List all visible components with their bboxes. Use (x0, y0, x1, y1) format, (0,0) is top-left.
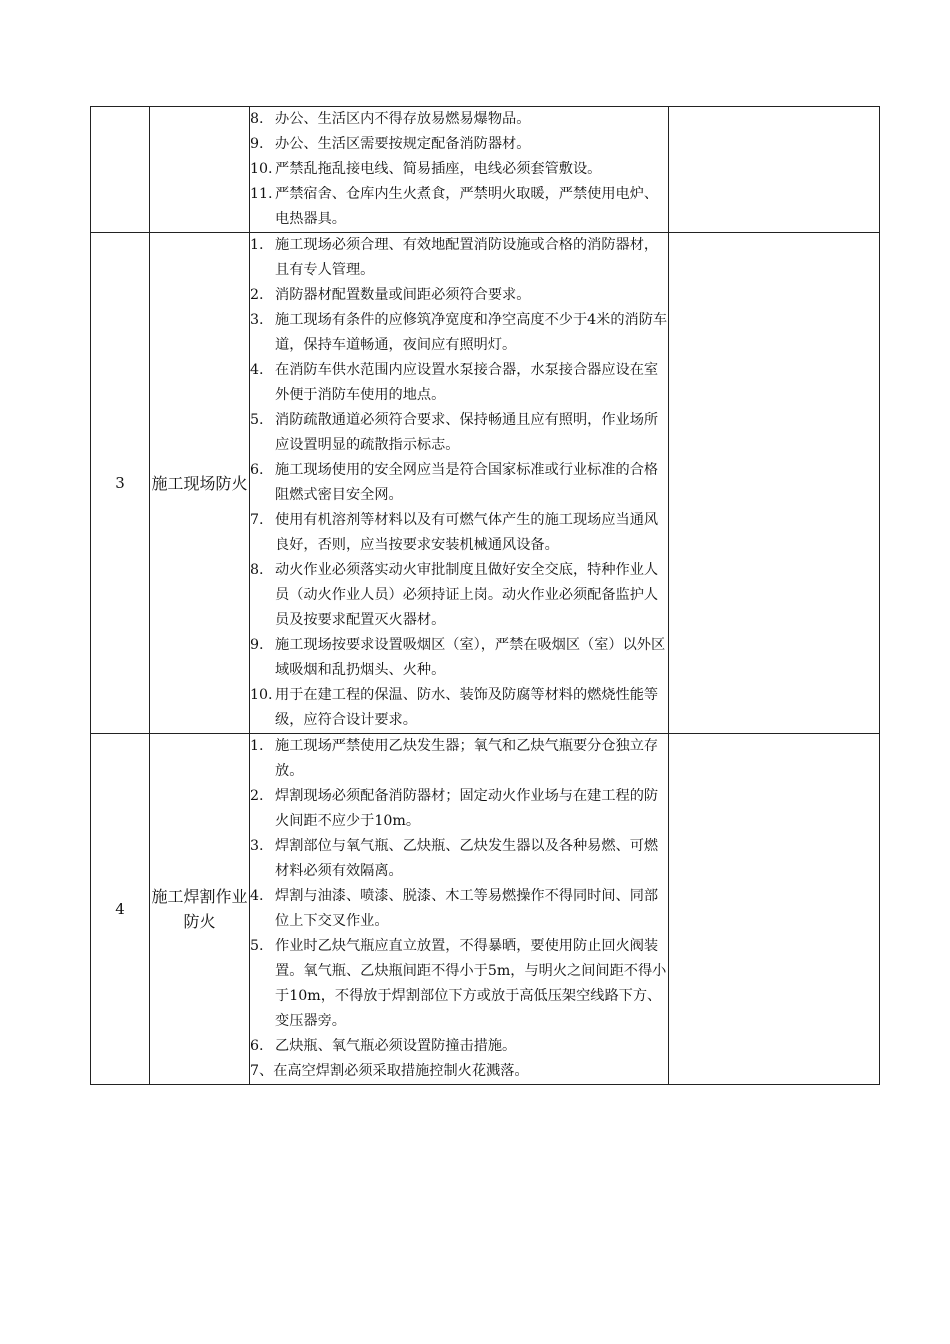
item-number: 8. (250, 562, 264, 578)
item-text: 严禁乱拖乱接电线、简易插座，电线必须套管敷设。 (275, 161, 602, 177)
list-item (250, 283, 668, 308)
item-number: 6. (250, 1038, 264, 1054)
list-item (250, 884, 668, 934)
item-number: 4. (250, 362, 264, 378)
list-item (250, 784, 668, 834)
item-text: 施工现场有条件的应修筑净宽度和净空高度不少于4米的消防车道，保持车道畅通，夜间应有照明灯。 (275, 312, 668, 353)
list-item (250, 233, 668, 283)
list-item (250, 633, 668, 683)
item-number: 2. (250, 788, 264, 804)
table-row (91, 734, 880, 1085)
row-number: 3 (91, 233, 150, 734)
item-text: 乙炔瓶、氧气瓶必须设置防撞击措施。 (275, 1038, 517, 1054)
list-item (250, 358, 668, 408)
row-number: 4 (91, 734, 150, 1085)
item-number: 10. (250, 161, 273, 177)
item-text: 严禁宿舍、仓库内生火煮食，严禁明火取暖，严禁使用电炉、电热器具。 (275, 186, 659, 227)
remark-cell (669, 107, 880, 233)
item-text: 焊割现场必须配备消防器材；固定动火作业场与在建工程的防火间距不应少于10m。 (275, 788, 659, 829)
item-number: 8. (250, 111, 264, 127)
list-item (250, 558, 668, 633)
item-text: 在消防车供水范围内应设置水泵接合器，水泵接合器应设在室外便于消防车使用的地点。 (275, 362, 659, 403)
list-item (250, 1034, 668, 1059)
item-text: 用于在建工程的保温、防水、装饰及防腐等材料的燃烧性能等级，应符合设计要求。 (275, 687, 659, 728)
row-category (150, 107, 250, 233)
row-category: 施工现场防火 (150, 233, 250, 734)
remark-cell (669, 734, 880, 1085)
item-text: 焊割部位与氧气瓶、乙炔瓶、乙炔发生器以及各种易燃、可燃材料必须有效隔离。 (275, 838, 659, 879)
table-row (91, 233, 880, 734)
row-category: 施工焊割作业防火 (150, 734, 250, 1085)
list-item (250, 508, 668, 558)
list-item (250, 1059, 668, 1084)
item-text: 办公、生活区需要按规定配备消防器材。 (275, 136, 531, 152)
requirements-cell (250, 734, 669, 1085)
item-text: 施工现场按要求设置吸烟区（室），严禁在吸烟区（室）以外区域吸烟和乱扔烟头、火种。 (275, 637, 666, 678)
item-text: 消防器材配置数量或间距必须符合要求。 (275, 287, 531, 303)
list-item (250, 834, 668, 884)
item-number: 6. (250, 462, 264, 478)
item-text: 焊割与油漆、喷漆、脱漆、木工等易燃操作不得同时间、同部位上下交叉作业。 (275, 888, 659, 929)
item-text: 施工现场严禁使用乙炔发生器；氧气和乙炔气瓶要分仓独立存放。 (275, 738, 659, 779)
item-text: 施工现场必须合理、有效地配置消防设施或合格的消防器材，且有专人管理。 (275, 237, 659, 278)
item-number: 1. (250, 738, 264, 754)
list-item (250, 182, 668, 232)
item-text: 办公、生活区内不得存放易燃易爆物品。 (275, 111, 531, 127)
item-text: 作业时乙炔气瓶应直立放置，不得暴晒，要使用防止回火阀装置。氧气瓶、乙炔瓶间距不得小于5m，与明火之间间距不得小于10m，不得放于焊割部位下方或放于高低压架空线路下方、变压器旁。 (275, 938, 667, 1029)
item-number: 3. (250, 838, 264, 854)
list-item (250, 934, 668, 1034)
list-item (250, 683, 668, 733)
list-item (250, 308, 668, 358)
item-text: 使用有机溶剂等材料以及有可燃气体产生的施工现场应当通风良好，否则，应当按要求安装机械通风设备。 (275, 512, 659, 553)
item-number: 10. (250, 687, 273, 703)
fire-safety-table (90, 106, 880, 1085)
item-number: 4. (250, 888, 264, 904)
table-row (91, 107, 880, 233)
remark-cell (669, 233, 880, 734)
item-text: 动火作业必须落实动火审批制度且做好安全交底，特种作业人员（动火作业人员）必须持证上岗。动火作业必须配备监护人员及按要求配置灭火器材。 (275, 562, 659, 628)
item-number: 5. (250, 938, 264, 954)
item-text: 施工现场使用的安全网应当是符合国家标准或行业标准的合格阻燃式密目安全网。 (275, 462, 659, 503)
requirements-list (250, 233, 668, 733)
item-number: 7. (250, 512, 264, 528)
item-number: 9. (250, 637, 264, 653)
list-item (250, 132, 668, 157)
requirements-list (250, 734, 668, 1084)
table-body (91, 107, 880, 1085)
list-item (250, 157, 668, 182)
requirements-cell (250, 107, 669, 233)
list-item (250, 734, 668, 784)
item-number: 5. (250, 412, 264, 428)
item-text: 7、在高空焊割必须采取措施控制火花溅落。 (250, 1063, 529, 1079)
list-item (250, 107, 668, 132)
requirements-cell (250, 233, 669, 734)
item-number: 1. (250, 237, 264, 253)
list-item (250, 458, 668, 508)
item-number: 3. (250, 312, 264, 328)
list-item (250, 408, 668, 458)
item-number: 9. (250, 136, 264, 152)
requirements-list (250, 107, 668, 232)
item-number: 11. (250, 186, 273, 202)
row-number (91, 107, 150, 233)
item-text: 消防疏散通道必须符合要求、保持畅通且应有照明，作业场所应设置明显的疏散指示标志。 (275, 412, 659, 453)
item-number: 2. (250, 287, 264, 303)
